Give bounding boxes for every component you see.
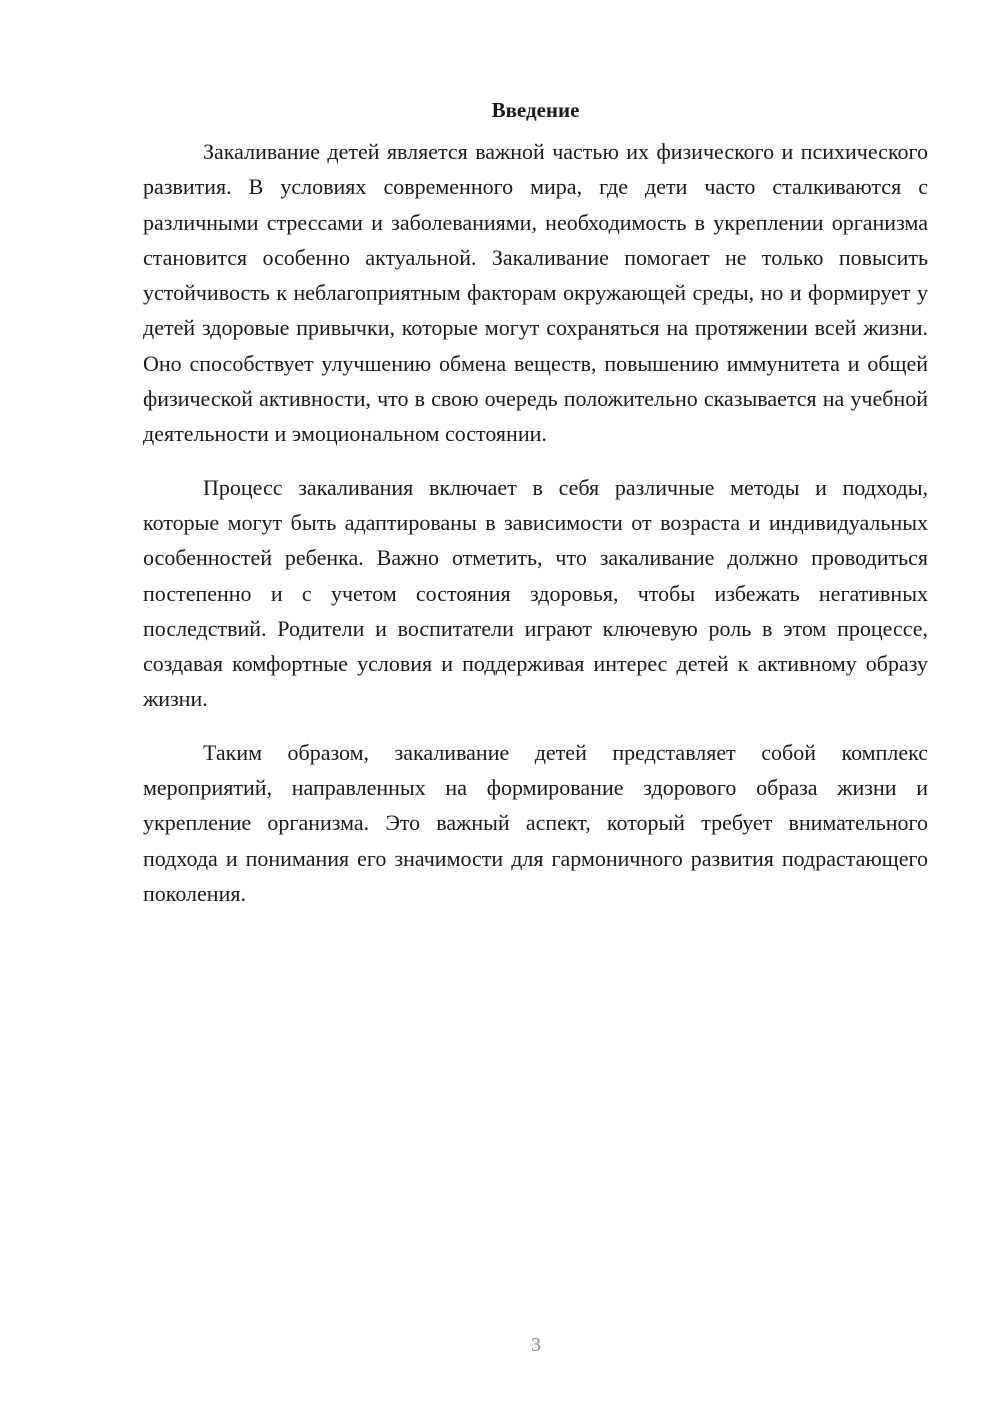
paragraph-3: Таким образом, закаливание детей представляет собой комплекс мероприятий, направленных на формирование здорового образа жизни и укрепление организма. Это важный аспект, который требует внимательного подхода и понимания его значимости для гармоничного развития подрастающего поколения.	[143, 739, 928, 906]
paragraph-2: Процесс закаливания включает в себя различные методы и подходы, которые могут быть адаптированы в зависимости от возраста и индивидуальных особенностей ребенка. Важно отметить, что закаливание должно проводиться постепенно и с учетом состояния здоровья, чтобы избежать негативных последствий. Родители и воспитатели играют ключевую роль в этом процессе, создавая комфортные условия и поддерживая интерес детей к активному образу жизни.	[143, 474, 928, 712]
page-number: 3	[531, 1334, 541, 1356]
paragraph-1: Закаливание детей является важной частью их физического и психического развития. В условиях современного мира, где дети часто сталкиваются с различными стрессами и заболеваниями, необходимость в укреплении организма становится особенно актуальной. Закаливание помогает не только повысить устойчивость к неблагоприятным факторам окружающей среды, но и формирует у детей здоровые привычки, которые могут сохраняться на протяжении всей жизни. Оно способствует улучшению обмена веществ, повышению иммунитета и общей физической активности, что в свою очередь положительно сказывается на учебной деятельности и эмоциональном состоянии.	[143, 139, 928, 447]
section-heading: Введение	[491, 98, 580, 122]
document-body	[143, 92, 928, 929]
